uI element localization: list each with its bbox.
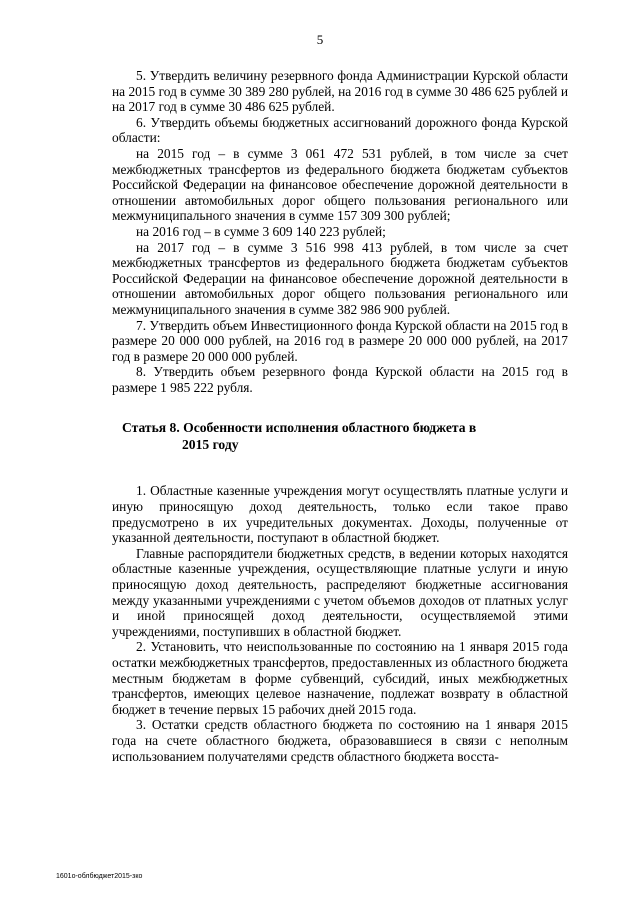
document-body (112, 68, 568, 764)
paragraph-paid-services: 1. Областные казенные учреждения могут осуществлять платные услуги и иную приносящую доход деятельность, только если такое право предусмотрено в их учредительных документах. Доходы, полученные от указанной деятельности, поступают в областной бюджет. (112, 483, 568, 546)
page-number: 5 (316, 32, 324, 47)
article-heading (112, 419, 542, 453)
paragraph-reserve-fund-administration: 5. Утвердить величину резервного фонда Администрации Курской области на 2015 год в сумме 30 389 280 рублей, на 2016 год в сумме 30 486 625 рублей и на 2017 год в сумме 30 486 625 рублей. (112, 68, 568, 115)
paragraph-investment-fund: 7. Утвердить объем Инвестиционного фонда Курской области на 2015 год в размере 20 000 000 рублей, на 2016 год в размере 20 000 000 рублей, на 2017 год в размере 20 000 000 рублей. (112, 317, 568, 364)
paragraph-road-fund-intro: 6. Утвердить объемы бюджетных ассигнований дорожного фонда Курской области: (112, 114, 568, 146)
paragraph-budget-balances: 3. Остатки средств областного бюджета по состоянию на 1 января 2015 года на счете областного бюджета, образовавшиеся в связи с неполным использованием получателями средств областного бюджета восста- (112, 717, 568, 764)
footer-file-code: 1601о-облбюджет2015-зко (56, 873, 143, 880)
article-heading-line-1: Статья 8. Особенности исполнения областного бюджета в (122, 420, 477, 436)
paragraph-reserve-fund-region: 8. Утвердить объем резервного фонда Курской области на 2015 год в размере 1 985 222 рубля. (112, 364, 568, 395)
paragraph-road-fund-2016: на 2016 год – в сумме 3 609 140 223 рублей; (136, 223, 386, 239)
article-heading-line-2: 2015 году (182, 437, 239, 453)
paragraph-chief-managers: Главные распорядители бюджетных средств, в ведении которых находятся областные казенные учреждения, осуществляющие платные услуги и иную приносящую доход деятельность, распределяют бюджетные ассигнования между указанными учреждениями с учетом объемов доходов от платных услуг и иной приносящей доход деятельности, осуществляемой этими учреждениями, поступивших в областной бюджет. (112, 545, 568, 639)
paragraph-road-fund-2017: на 2017 год – в сумме 3 516 998 413 рублей, в том числе за счет межбюджетных трансфертов из федерального бюджета бюджетам субъектов Российской Федерации на финансовое обеспечение дорожной деятельности в отношении автомобильных дорог общего пользования регионального или межмуниципального значения в сумме 382 986 900 рублей. (112, 239, 568, 317)
paragraph-unused-transfers: 2. Установить, что неиспользованные по состоянию на 1 января 2015 года остатки межбюджетных трансфертов, предоставленных из областного бюджета местным бюджетам в форме субвенций, субсидий, иных межбюджетных трансфертов, имеющих целевое назначение, подлежат возврату в областной бюджет в течение первых 15 рабочих дней 2015 года. (112, 639, 568, 717)
paragraph-road-fund-2015: на 2015 год – в сумме 3 061 472 531 рублей, в том числе за счет межбюджетных трансфертов из федерального бюджета бюджетам субъектов Российской Федерации на финансовое обеспечение дорожной деятельности в отношении автомобильных дорог общего пользования регионального или межмуниципального значения в сумме 157 309 300 рублей; (112, 145, 568, 224)
